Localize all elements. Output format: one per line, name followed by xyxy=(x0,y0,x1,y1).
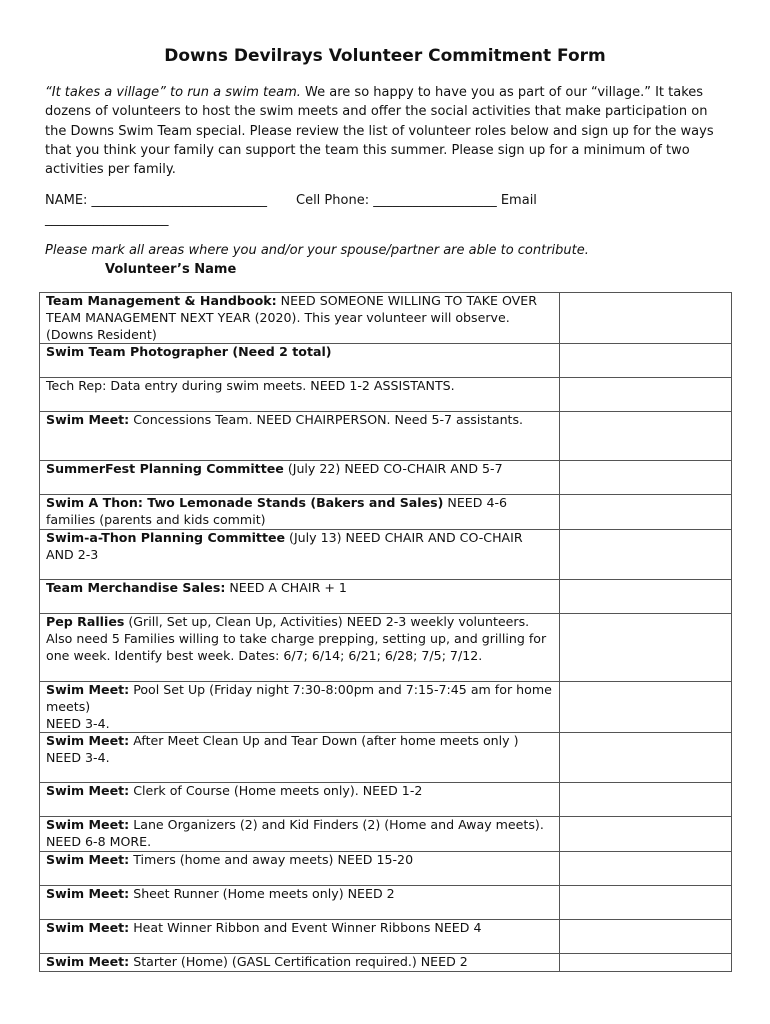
role-title: Swim Meet: xyxy=(46,851,130,867)
role-title: SummerFest Planning Committee xyxy=(46,461,284,477)
volunteer-name-cell[interactable] xyxy=(559,529,731,579)
volunteer-name-cell[interactable] xyxy=(559,953,731,971)
name-field[interactable]: NAME: ___________________________ xyxy=(45,193,268,208)
volunteer-name-cell[interactable] xyxy=(559,495,731,530)
volunteer-name-cell[interactable] xyxy=(559,613,731,681)
contact-fields xyxy=(45,191,725,229)
role-title: Team Merchandise Sales: xyxy=(46,579,226,595)
role-details: NEED SOMEONE WILLING TO TAKE OVER TEAM MANAGEMENT NEXT YEAR (2020). This year volunteer will observe. (Downs Resident) xyxy=(46,293,538,342)
intro-paragraph xyxy=(45,83,725,179)
role-title: Swim Meet: xyxy=(46,733,130,749)
role-details: After Meet Clean Up and Tear Down (after home meets only ) NEED 3-4. xyxy=(46,733,519,766)
role-row xyxy=(40,579,732,613)
instruction-text: Please mark all areas where you and/or your spouse/partner are able to contribute. xyxy=(45,243,589,258)
role-row xyxy=(40,851,732,885)
role-title: Swim Meet: xyxy=(46,412,130,428)
role-row xyxy=(40,783,732,817)
role-details: (July 13) NEED CHAIR AND CO-CHAIR AND 2-3 xyxy=(46,529,523,562)
role-row xyxy=(40,919,732,953)
role-description xyxy=(40,495,560,530)
volunteer-name-cell[interactable] xyxy=(559,885,731,919)
role-row xyxy=(40,293,732,344)
role-row xyxy=(40,461,732,495)
role-row xyxy=(40,495,732,530)
role-description xyxy=(40,733,560,783)
role-description xyxy=(40,783,560,817)
volunteer-name-cell[interactable] xyxy=(559,783,731,817)
role-title: Swim Meet: xyxy=(46,817,130,833)
role-details: (July 22) NEED CO-CHAIR AND 5-7 xyxy=(283,461,503,477)
role-details: Starter (Home) (GASL Certification required.) NEED 2 xyxy=(129,953,468,969)
role-row xyxy=(40,733,732,783)
role-title: Swim Meet: xyxy=(46,681,130,697)
volunteer-name-cell[interactable] xyxy=(559,681,731,732)
volunteer-name-label: Volunteer’s Name xyxy=(105,262,237,277)
role-row xyxy=(40,344,732,378)
role-details: NEED 3-4. xyxy=(46,715,110,731)
volunteer-name-cell[interactable] xyxy=(559,733,731,783)
role-description xyxy=(40,613,560,681)
role-title: Swim Meet: xyxy=(46,919,130,935)
role-row xyxy=(40,885,732,919)
role-description xyxy=(40,851,560,885)
role-details: NEED A CHAIR + 1 xyxy=(225,579,347,595)
role-row xyxy=(40,613,732,681)
role-row xyxy=(40,378,732,412)
role-description xyxy=(40,579,560,613)
volunteer-name-cell[interactable] xyxy=(559,851,731,885)
volunteer-name-cell[interactable] xyxy=(559,378,731,412)
volunteer-name-cell[interactable] xyxy=(559,344,731,378)
role-details: Clerk of Course (Home meets only). NEED 1-2 xyxy=(129,783,423,799)
volunteer-name-cell[interactable] xyxy=(559,579,731,613)
role-title: Pep Rallies xyxy=(46,613,125,629)
role-title: Swim A Thon: Two Lemonade Stands (Bakers and Sales) xyxy=(46,495,444,511)
role-description xyxy=(40,885,560,919)
role-description xyxy=(40,412,560,461)
role-details: Heat Winner Ribbon and Event Winner Ribbons NEED 4 xyxy=(129,919,482,935)
role-title: Swim Team Photographer (Need 2 total) xyxy=(46,344,332,360)
role-details: Concessions Team. NEED CHAIRPERSON. Need 5-7 assistants. xyxy=(129,412,524,428)
role-description xyxy=(40,953,560,971)
role-title: Team Management & Handbook: xyxy=(46,293,277,308)
role-details: Sheet Runner (Home meets only) NEED 2 xyxy=(129,885,395,901)
role-title: Swim-a-Thon Planning Committee xyxy=(46,529,286,545)
volunteer-name-cell[interactable] xyxy=(559,412,731,461)
role-details: (Grill, Set up, Clean Up, Activities) NEED 2-3 weekly volunteers. Also need 5 Families willing to take charge prepping, setting up, and grilling for one week. Identify best week. Dates: 6/7; 6/14; 6/21; 6/28; 7/5; 7/12. xyxy=(46,613,547,663)
role-title: Swim Meet: xyxy=(46,783,130,799)
form-title: Downs Devilrays Volunteer Commitment Form xyxy=(164,46,606,66)
role-details: Lane Organizers (2) and Kid Finders (2) (Home and Away meets). NEED 6-8 MORE. xyxy=(46,817,544,850)
role-row xyxy=(40,681,732,732)
role-description xyxy=(40,919,560,953)
role-details: Pool Set Up (Friday night 7:30-8:00pm and 7:15-7:45 am for home meets) xyxy=(46,681,552,714)
volunteer-name-cell[interactable] xyxy=(559,461,731,495)
role-title: Swim Meet: xyxy=(46,885,130,901)
cell-phone-field[interactable]: Cell Phone: ___________________ Email xyxy=(296,193,537,208)
role-description xyxy=(40,344,560,378)
role-details: NEED 4-6 families (parents and kids commit) xyxy=(46,495,508,528)
role-details: Tech Rep: Data entry during swim meets. NEED 1-2 ASSISTANTS. xyxy=(46,378,455,394)
role-description xyxy=(40,378,560,412)
role-description xyxy=(40,817,560,852)
role-description xyxy=(40,461,560,495)
role-title: Swim Meet: xyxy=(46,953,130,969)
intro-text: We are so happy to have you as part of our “village.” It takes dozens of volunteers to host the swim meets and offer the social activities that make participation on the Downs Swim Team special. Please review the list of volunteer roles below and sign up for the ways that you think your family can support the team this summer. Please sign up for a minimum of two activities per family. xyxy=(45,85,714,178)
role-row xyxy=(40,412,732,461)
role-row xyxy=(40,817,732,852)
volunteer-name-cell[interactable] xyxy=(559,293,731,344)
intro-quote: “It takes a village” to run a swim team. xyxy=(45,85,301,100)
roles-table xyxy=(39,292,732,972)
volunteer-name-cell[interactable] xyxy=(559,919,731,953)
role-row xyxy=(40,529,732,579)
volunteer-name-cell[interactable] xyxy=(559,817,731,852)
role-row xyxy=(40,953,732,971)
role-description xyxy=(40,293,560,344)
role-description xyxy=(40,529,560,579)
role-details: Timers (home and away meets) NEED 15-20 xyxy=(129,851,414,867)
email-field[interactable]: ___________________ xyxy=(45,212,169,227)
role-description xyxy=(40,681,560,732)
